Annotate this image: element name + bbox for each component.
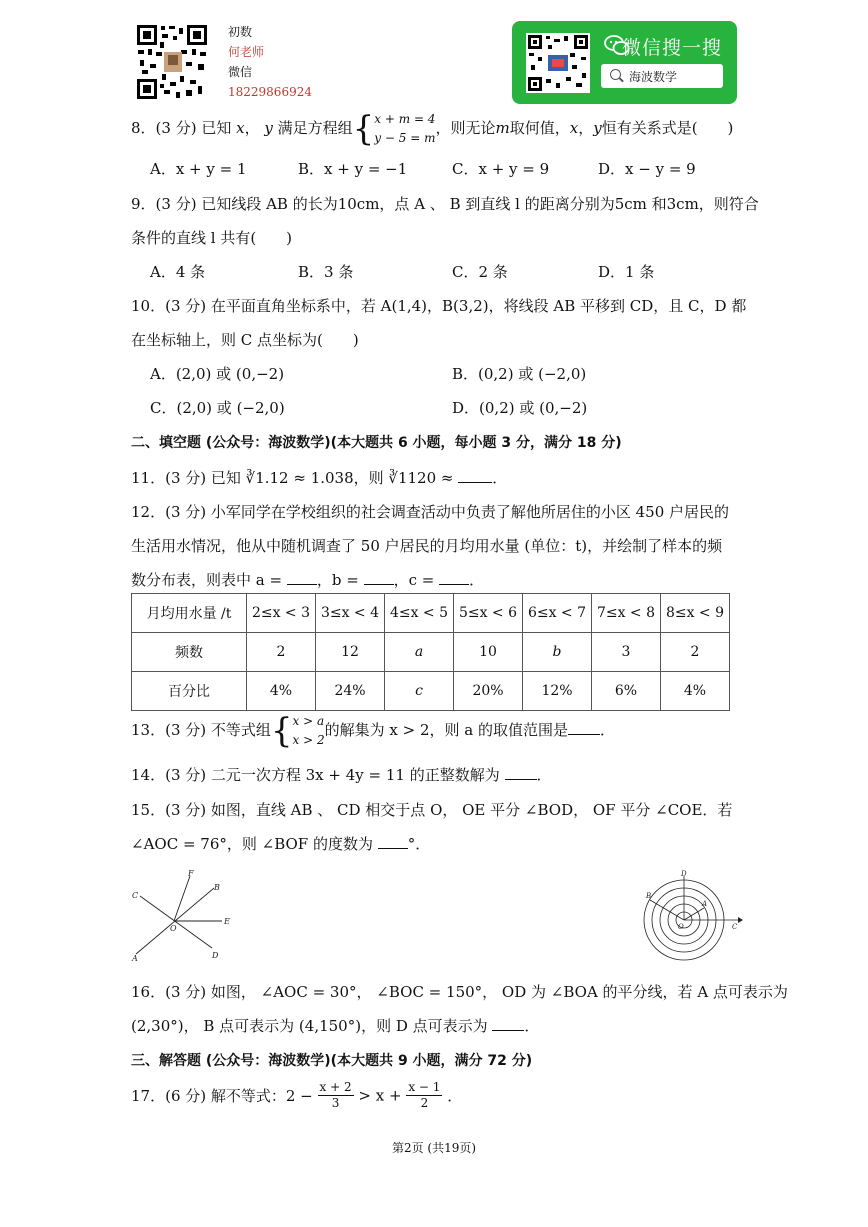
wechat-search-banner[interactable] (512, 21, 737, 104)
table-cell: 2 (661, 633, 730, 672)
q8-eq2: y − 5 = m (374, 131, 436, 145)
wechat-qr-graphic (526, 33, 590, 93)
table-cell: 4% (661, 672, 730, 711)
q15-figure (128, 868, 238, 963)
q12-c-blank[interactable] (439, 570, 469, 585)
search-icon (610, 69, 621, 80)
q17-frac2-den: 2 (420, 1096, 429, 1110)
q8-eq1: x + m = 4 (374, 112, 436, 126)
q12-line-2: 生活用水情况，他从中随机调查了 50 户居民的月均用水量 (单位：t)，并绘制了样本的频 (131, 537, 723, 555)
q17-frac1-num: x + 2 (319, 1080, 352, 1094)
label-a: A (132, 954, 138, 963)
q15-text: ∠AOC = 76°，则 ∠BOF 的度数为 (131, 835, 373, 853)
table-header-cell: 8≤x < 9 (661, 594, 730, 633)
q10-option-c[interactable]: C．(2,0) 或 (−2,0) (150, 399, 285, 417)
table-cell: 2 (247, 633, 316, 672)
section-3-heading: 三、解答题 (公众号：海波数学)(本大题共 9 小题，满分 72 分) (131, 1053, 533, 1069)
q9-option-d[interactable]: D．1 条 (598, 263, 655, 281)
q13-end: ． (599, 721, 615, 739)
wechat-search-query: 海波数学 (629, 70, 678, 84)
q9-option-c[interactable]: C．2 条 (452, 263, 508, 281)
line-cd (140, 896, 212, 948)
q9-line-2: 条件的直线 l 共有( ) (131, 229, 293, 247)
q12-a-label: 数分布表，则表中 a = (131, 571, 283, 589)
table-header-cell: 2≤x < 3 (247, 594, 316, 633)
q13-text-a: 13．(3 分) 不等式组 (131, 721, 271, 739)
q12-c-label: ，c = (393, 571, 435, 589)
ray-of (174, 876, 190, 921)
q13-ineq1: x > a (292, 714, 325, 728)
table-cell: 12 (316, 633, 385, 672)
wechat-search-title: 微信搜一搜 (622, 37, 723, 59)
q16-line-1: 16．(3 分) 如图， ∠AOC = 30°， ∠BOC = 150°， OD 为 ∠BOA 的平分线，若 A 点可表示为 (131, 983, 788, 1001)
q13-brace: { (270, 711, 293, 751)
contact-teacher-name: 何老师 (228, 45, 265, 59)
q8-stem (131, 110, 733, 148)
q16-line-2 (131, 1015, 539, 1036)
frequency-table (131, 593, 730, 711)
q8-stem-d: ，则无论 (435, 119, 496, 137)
qr-code-left (136, 24, 208, 100)
table-cell: 频数 (132, 633, 247, 672)
q17-frac2-num: x − 1 (408, 1080, 441, 1094)
table-cell: 12% (523, 672, 592, 711)
label-b: B (646, 892, 652, 900)
contact-line-1: 初数 (228, 25, 253, 39)
label-a: A (702, 900, 708, 908)
label-c: C (132, 891, 139, 900)
q13 (131, 712, 615, 750)
table-cell: a (385, 633, 454, 672)
q14 (131, 764, 552, 785)
ray-oa (684, 908, 704, 920)
table-header-cell: 7≤x < 8 (592, 594, 661, 633)
table-cell: 百分比 (132, 672, 247, 711)
qr-code-graphic (136, 24, 208, 100)
contact-info (228, 22, 312, 102)
q16-text: (2,30°)， B 点可表示为 (4,150°)，则 D 点可表示为 (131, 1017, 488, 1035)
q12-b-label: ，b = (316, 571, 359, 589)
q8-stem-f: ， (578, 119, 594, 137)
label-b: B (214, 883, 220, 892)
q11 (131, 467, 507, 488)
table-row (132, 633, 730, 672)
q8-var-x-2: x (569, 119, 579, 137)
table-cell: 4% (247, 672, 316, 711)
q13-inequality-system (293, 712, 325, 750)
table-cell: c (385, 672, 454, 711)
q12-b-blank[interactable] (364, 570, 394, 585)
table-header-cell: 5≤x < 6 (454, 594, 523, 633)
q10-line-2: 在坐标轴上，则 C 点坐标为( ) (131, 331, 359, 349)
q15-answer-blank[interactable] (378, 834, 408, 849)
table-cell: 6% (592, 672, 661, 711)
label-e: E (224, 917, 230, 926)
q17-end: ． (447, 1087, 463, 1105)
q8-stem-e: 取何值， (509, 119, 570, 137)
axis-arrow-icon (738, 917, 743, 923)
q16-answer-blank[interactable] (492, 1016, 524, 1031)
label-d: D (212, 951, 219, 960)
q14-answer-blank[interactable] (505, 765, 537, 780)
q13-answer-blank[interactable] (568, 720, 600, 735)
wechat-search-input[interactable] (601, 64, 723, 88)
q8-brace: { (352, 109, 375, 149)
q8-option-d[interactable]: D．x − y = 9 (598, 160, 696, 178)
q8-stem-g: 恒有关系式是( ) (601, 119, 734, 137)
q17-fraction-1 (318, 1080, 354, 1111)
q13-ineq2: x > 2 (292, 733, 325, 747)
q8-var-x: x (236, 119, 245, 137)
table-header-cell: 4≤x < 5 (385, 594, 454, 633)
q8-stem-c: 满足方程组 (277, 119, 353, 137)
q8-option-c[interactable]: C．x + y = 9 (452, 160, 550, 178)
q12-end: ． (469, 571, 485, 589)
q8-var-m: m (495, 119, 510, 137)
table-row (132, 672, 730, 711)
label-c: C (732, 923, 738, 931)
q8-var-y-2: y (593, 119, 602, 137)
q9-option-a[interactable]: A．4 条 (150, 263, 206, 281)
q10-option-a[interactable]: A．(2,0) 或 (0,−2) (150, 365, 285, 383)
table-header-cell: 6≤x < 7 (523, 594, 592, 633)
q17-frac1-den: 3 (331, 1096, 340, 1110)
q8-option-b[interactable]: B．x + y = −1 (298, 160, 408, 178)
q8-equation-system (374, 110, 435, 148)
table-cell: 20% (454, 672, 523, 711)
q16-figure (636, 868, 744, 968)
contact-line-3: 微信 (228, 65, 253, 79)
q8-stem-b: ， (244, 119, 260, 137)
q10-option-d[interactable]: D．(0,2) 或 (0,−2) (452, 399, 588, 417)
table-cell: 3 (592, 633, 661, 672)
q17 (131, 1080, 462, 1111)
q10-option-b[interactable]: B．(0,2) 或 (−2,0) (452, 365, 587, 383)
label-o: O (170, 924, 177, 933)
q17-fraction-2 (406, 1080, 442, 1111)
table-cell: 10 (454, 633, 523, 672)
q11-text: 11．(3 分) 已知 ∛1.12 ≈ 1.038，则 ∛1120 ≈ (131, 469, 454, 487)
q12-line-1: 12．(3 分) 小军同学在学校组织的社会调查活动中负责了解他所居住的小区 450 户居民的 (131, 503, 730, 521)
table-cell: 24% (316, 672, 385, 711)
q11-answer-blank[interactable] (458, 468, 492, 483)
q15-end: °． (407, 835, 431, 853)
q17-text-b: > x + (358, 1086, 402, 1105)
q15-line-2 (131, 833, 430, 854)
table-header-cell: 3≤x < 4 (316, 594, 385, 633)
label-f: F (188, 869, 194, 878)
q8-option-a[interactable]: A．x + y = 1 (150, 160, 247, 178)
q10-line-1: 10．(3 分) 在平面直角坐标系中，若 A(1,4)，B(3,2)，将线段 AB 平移到 CD，且 C，D 都 (131, 297, 747, 315)
q8-stem-a: 8．(3 分) 已知 (131, 119, 232, 137)
label-o: O (678, 923, 684, 931)
q12-a-blank[interactable] (287, 570, 317, 585)
table-header-cell: 月均用水量 /t (132, 594, 247, 633)
contact-phone: 18229866924 (228, 85, 312, 99)
q9-line-1: 9．(3 分) 已知线段 AB 的长为10cm，点 A 、 B 到直线 l 的距离分别为5cm 和3cm，则符合 (131, 195, 759, 213)
q17-text-a: 17．(6 分) 解不等式：2 − (131, 1087, 313, 1105)
q15-line-1: 15．(3 分) 如图，直线 AB 、 CD 相交于点 O， OE 平分 ∠BOD， OF 平分 ∠COE．若 (131, 801, 733, 819)
q14-text: 14．(3 分) 二元一次方程 3x + 4y = 11 的正整数解为 (131, 766, 500, 784)
q13-text-b: 的解集为 x > 2，则 a 的取值范围是 (324, 721, 568, 739)
q14-end: ． (536, 766, 552, 784)
page-footer: 第2页 (共19页) (391, 1141, 477, 1155)
table-row (132, 594, 730, 633)
q16-end: ． (524, 1017, 540, 1035)
table-cell: b (523, 633, 592, 672)
q8-var-y: y (264, 119, 273, 137)
q12-line-3 (131, 569, 484, 590)
section-2-heading: 二、填空题 (公众号：海波数学)(本大题共 6 小题，每小题 3 分，满分 18 分) (131, 435, 622, 451)
wechat-qr-code (526, 33, 590, 93)
label-d: D (681, 870, 687, 878)
q11-end: ． (492, 469, 508, 487)
q9-option-b[interactable]: B．3 条 (298, 263, 354, 281)
